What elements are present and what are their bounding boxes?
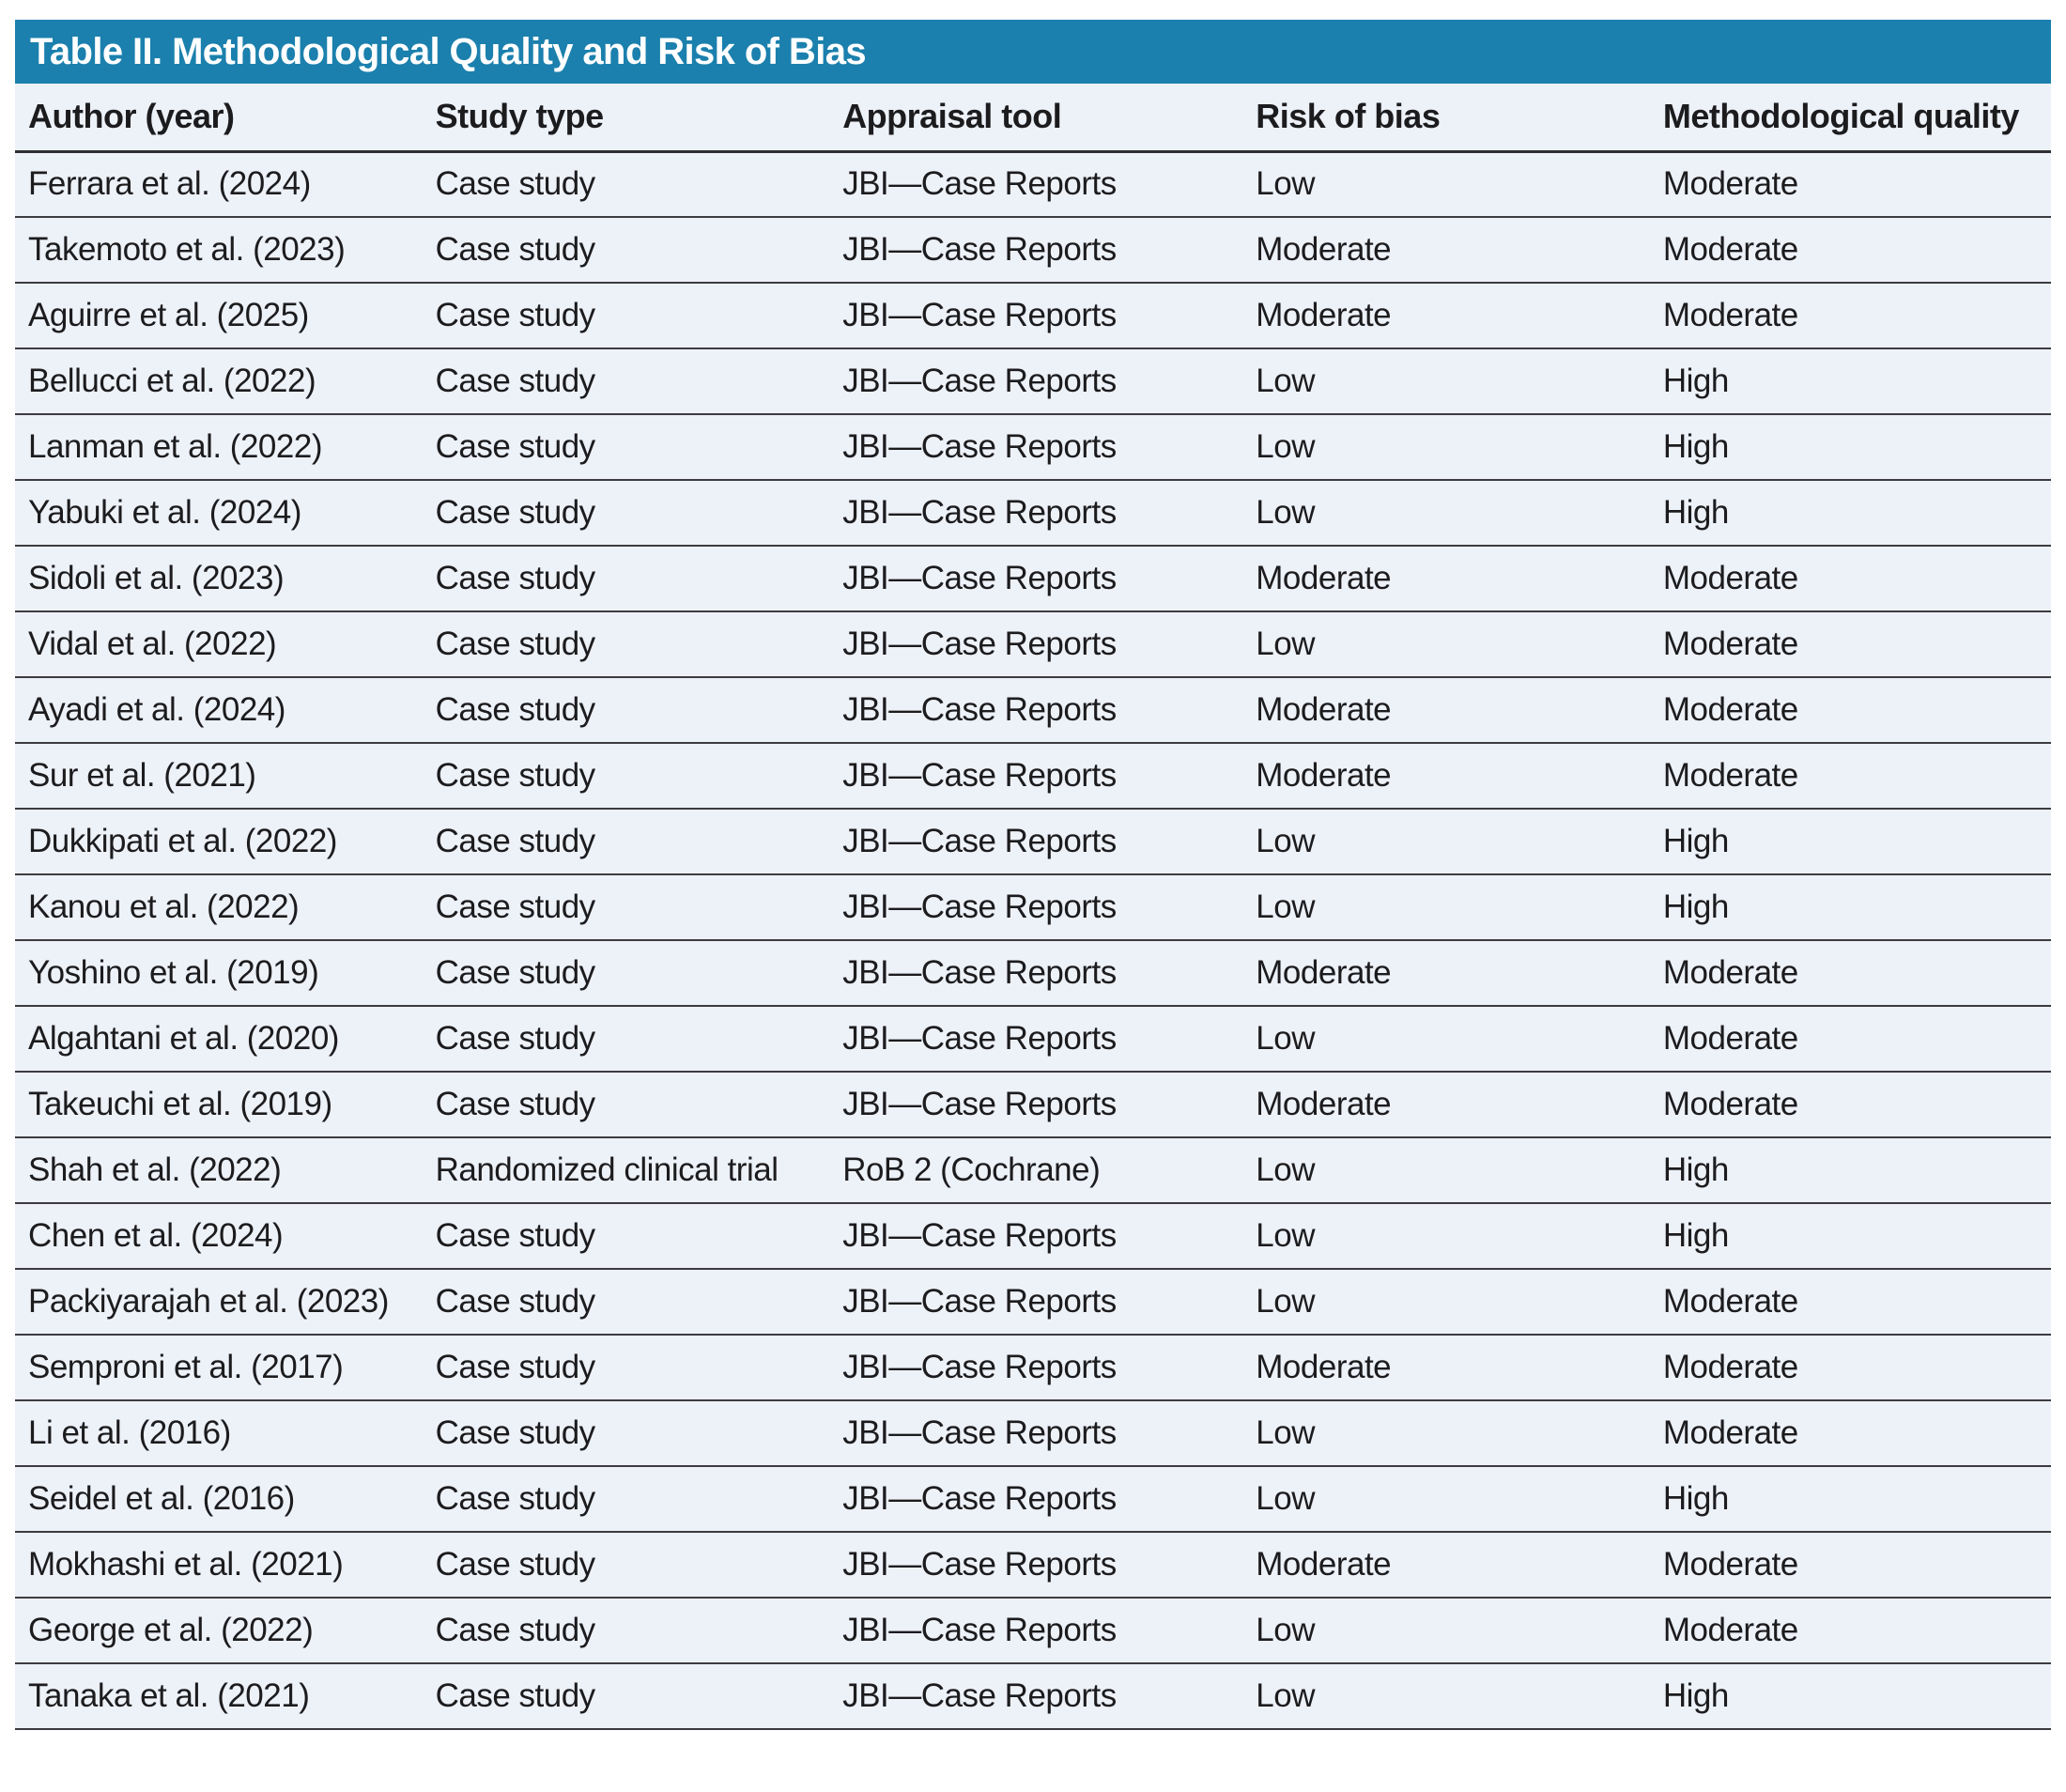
cell-risk-of-bias: Low [1242,1269,1650,1335]
column-header-appraisal-tool: Appraisal tool [829,84,1242,151]
column-header-methodological-quality: Methodological quality [1650,84,2051,151]
cell-author-year: Sidoli et al. (2023) [15,546,423,611]
cell-appraisal-tool: JBI—Case Reports [829,1663,1242,1729]
cell-appraisal-tool: JBI—Case Reports [829,940,1242,1006]
cell-risk-of-bias: Moderate [1242,1335,1650,1400]
cell-author-year: Chen et al. (2024) [15,1203,423,1269]
cell-author-year: Dukkipati et al. (2022) [15,809,423,874]
cell-appraisal-tool: JBI—Case Reports [829,677,1242,743]
cell-study-type: Case study [423,1598,830,1663]
cell-appraisal-tool: JBI—Case Reports [829,1335,1242,1400]
cell-risk-of-bias: Low [1242,480,1650,546]
column-header-study-type: Study type [423,84,830,151]
cell-risk-of-bias: Low [1242,1466,1650,1532]
table-row [15,1072,2051,1137]
cell-appraisal-tool: JBI—Case Reports [829,611,1242,677]
cell-appraisal-tool: JBI—Case Reports [829,1532,1242,1598]
quality-table-container [15,20,2051,1730]
cell-author-year: Sur et al. (2021) [15,743,423,809]
cell-author-year: Vidal et al. (2022) [15,611,423,677]
cell-risk-of-bias: Low [1242,414,1650,480]
cell-appraisal-tool: JBI—Case Reports [829,480,1242,546]
cell-appraisal-tool: JBI—Case Reports [829,283,1242,348]
table-row [15,940,2051,1006]
cell-study-type: Case study [423,1006,830,1072]
cell-methodological-quality: High [1650,809,2051,874]
cell-risk-of-bias: Moderate [1242,1532,1650,1598]
table-row [15,546,2051,611]
cell-risk-of-bias: Low [1242,151,1650,217]
table-row [15,283,2051,348]
cell-methodological-quality: High [1650,1137,2051,1203]
cell-methodological-quality: Moderate [1650,1335,2051,1400]
column-header-author-year: Author (year) [15,84,423,151]
cell-author-year: Algahtani et al. (2020) [15,1006,423,1072]
cell-risk-of-bias: Moderate [1242,217,1650,283]
header-row [15,84,2051,151]
cell-author-year: Ferrara et al. (2024) [15,151,423,217]
cell-study-type: Case study [423,1203,830,1269]
cell-author-year: Lanman et al. (2022) [15,414,423,480]
cell-author-year: Ayadi et al. (2024) [15,677,423,743]
cell-author-year: Mokhashi et al. (2021) [15,1532,423,1598]
cell-author-year: Shah et al. (2022) [15,1137,423,1203]
cell-author-year: Packiyarajah et al. (2023) [15,1269,423,1335]
cell-study-type: Case study [423,677,830,743]
cell-risk-of-bias: Low [1242,809,1650,874]
cell-methodological-quality: High [1650,1663,2051,1729]
table-row [15,1532,2051,1598]
cell-study-type: Case study [423,217,830,283]
table-row [15,743,2051,809]
cell-appraisal-tool: JBI—Case Reports [829,1466,1242,1532]
cell-study-type: Case study [423,480,830,546]
cell-study-type: Case study [423,546,830,611]
table-row [15,1663,2051,1729]
cell-author-year: Tanaka et al. (2021) [15,1663,423,1729]
cell-study-type: Case study [423,1466,830,1532]
table-row [15,1203,2051,1269]
cell-appraisal-tool: JBI—Case Reports [829,348,1242,414]
cell-author-year: Kanou et al. (2022) [15,874,423,940]
cell-methodological-quality: High [1650,480,2051,546]
table-row [15,414,2051,480]
cell-appraisal-tool: JBI—Case Reports [829,1072,1242,1137]
cell-risk-of-bias: Low [1242,1663,1650,1729]
cell-study-type: Case study [423,743,830,809]
cell-methodological-quality: Moderate [1650,1072,2051,1137]
cell-appraisal-tool: JBI—Case Reports [829,1400,1242,1466]
cell-risk-of-bias: Low [1242,1598,1650,1663]
cell-methodological-quality: High [1650,1466,2051,1532]
cell-author-year: Takemoto et al. (2023) [15,217,423,283]
cell-risk-of-bias: Moderate [1242,546,1650,611]
cell-methodological-quality: Moderate [1650,611,2051,677]
cell-risk-of-bias: Moderate [1242,677,1650,743]
cell-risk-of-bias: Low [1242,348,1650,414]
cell-author-year: Semproni et al. (2017) [15,1335,423,1400]
cell-methodological-quality: High [1650,874,2051,940]
cell-methodological-quality: Moderate [1650,151,2051,217]
table-row [15,677,2051,743]
cell-appraisal-tool: JBI—Case Reports [829,217,1242,283]
table-row [15,348,2051,414]
table-title: Table II. Methodological Quality and Risk of Bias [30,30,866,72]
cell-author-year: Aguirre et al. (2025) [15,283,423,348]
cell-methodological-quality: Moderate [1650,743,2051,809]
cell-methodological-quality: High [1650,348,2051,414]
table-row [15,1006,2051,1072]
cell-author-year: Yabuki et al. (2024) [15,480,423,546]
cell-study-type: Case study [423,1335,830,1400]
cell-author-year: Seidel et al. (2016) [15,1466,423,1532]
cell-methodological-quality: High [1650,414,2051,480]
cell-methodological-quality: Moderate [1650,283,2051,348]
cell-study-type: Case study [423,1269,830,1335]
cell-appraisal-tool: JBI—Case Reports [829,1598,1242,1663]
table-row [15,217,2051,283]
table-row [15,1137,2051,1203]
cell-risk-of-bias: Moderate [1242,283,1650,348]
cell-author-year: Li et al. (2016) [15,1400,423,1466]
table-title-bar [15,20,2051,84]
table-row [15,1269,2051,1335]
cell-author-year: Yoshino et al. (2019) [15,940,423,1006]
table-row [15,1400,2051,1466]
cell-methodological-quality: Moderate [1650,1598,2051,1663]
cell-methodological-quality: High [1650,1203,2051,1269]
table-row [15,611,2051,677]
cell-appraisal-tool: JBI—Case Reports [829,1203,1242,1269]
table-row [15,1466,2051,1532]
cell-risk-of-bias: Low [1242,1400,1650,1466]
table-row [15,1335,2051,1400]
cell-study-type: Case study [423,414,830,480]
table-row [15,1598,2051,1663]
cell-risk-of-bias: Low [1242,1137,1650,1203]
table-body [15,151,2051,1729]
cell-appraisal-tool: JBI—Case Reports [829,874,1242,940]
cell-risk-of-bias: Low [1242,611,1650,677]
cell-risk-of-bias: Moderate [1242,940,1650,1006]
table-row [15,874,2051,940]
cell-study-type: Case study [423,1400,830,1466]
cell-methodological-quality: Moderate [1650,546,2051,611]
cell-appraisal-tool: JBI—Case Reports [829,743,1242,809]
cell-study-type: Randomized clinical trial [423,1137,830,1203]
cell-study-type: Case study [423,283,830,348]
cell-appraisal-tool: JBI—Case Reports [829,414,1242,480]
cell-study-type: Case study [423,940,830,1006]
cell-methodological-quality: Moderate [1650,677,2051,743]
cell-risk-of-bias: Low [1242,1203,1650,1269]
cell-methodological-quality: Moderate [1650,217,2051,283]
cell-appraisal-tool: JBI—Case Reports [829,809,1242,874]
cell-appraisal-tool: JBI—Case Reports [829,1269,1242,1335]
table-row [15,809,2051,874]
cell-appraisal-tool: RoB 2 (Cochrane) [829,1137,1242,1203]
cell-appraisal-tool: JBI—Case Reports [829,151,1242,217]
cell-study-type: Case study [423,1663,830,1729]
cell-risk-of-bias: Moderate [1242,743,1650,809]
cell-study-type: Case study [423,611,830,677]
cell-appraisal-tool: JBI—Case Reports [829,546,1242,611]
cell-author-year: Bellucci et al. (2022) [15,348,423,414]
cell-study-type: Case study [423,874,830,940]
table-row [15,151,2051,217]
cell-methodological-quality: Moderate [1650,1400,2051,1466]
cell-study-type: Case study [423,151,830,217]
methodological-quality-table [15,84,2051,1730]
cell-appraisal-tool: JBI—Case Reports [829,1006,1242,1072]
cell-study-type: Case study [423,809,830,874]
cell-study-type: Case study [423,1072,830,1137]
table-header [15,84,2051,151]
cell-methodological-quality: Moderate [1650,1532,2051,1598]
table-row [15,480,2051,546]
cell-study-type: Case study [423,1532,830,1598]
cell-author-year: Takeuchi et al. (2019) [15,1072,423,1137]
cell-risk-of-bias: Low [1242,874,1650,940]
cell-methodological-quality: Moderate [1650,1006,2051,1072]
cell-risk-of-bias: Moderate [1242,1072,1650,1137]
cell-risk-of-bias: Low [1242,1006,1650,1072]
cell-methodological-quality: Moderate [1650,940,2051,1006]
cell-methodological-quality: Moderate [1650,1269,2051,1335]
column-header-risk-of-bias: Risk of bias [1242,84,1650,151]
cell-author-year: George et al. (2022) [15,1598,423,1663]
cell-study-type: Case study [423,348,830,414]
